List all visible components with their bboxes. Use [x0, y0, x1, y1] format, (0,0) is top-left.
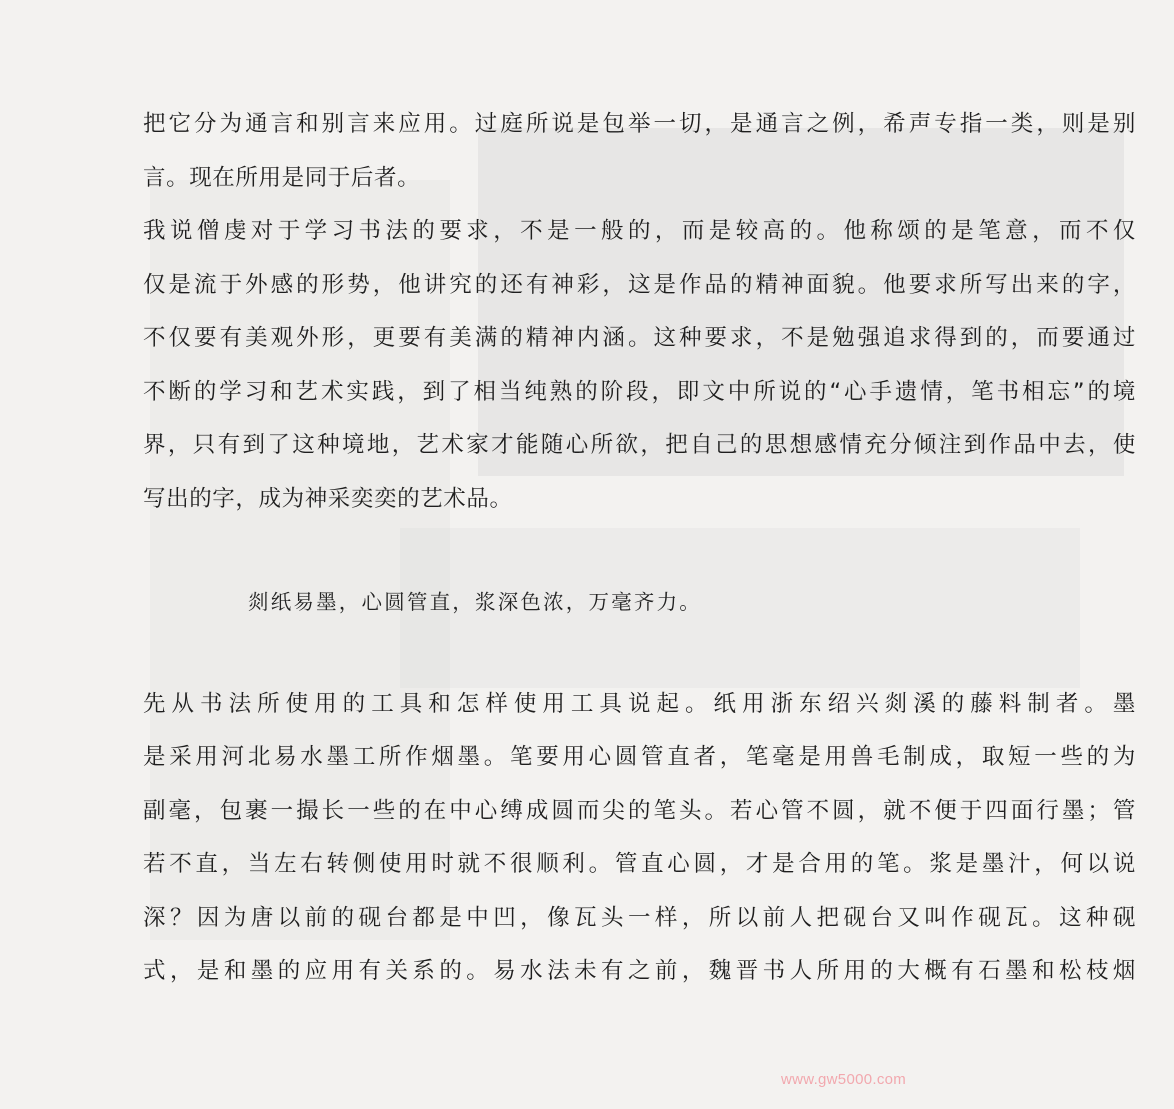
text-line: 若不直，当左右转侧使用时就不很顺利。管直心圆，才是合用的笔。浆是墨汁，何以说 [143, 851, 1136, 877]
text-line: 言。现在所用是同于后者。 [143, 165, 421, 191]
text-line: 界，只有到了这种境地，艺术家才能随心所欲，把自己的思想感情充分倾注到作品中去，使 [143, 432, 1136, 458]
text-line: 副毫，包裹一撮长一些的在中心缚成圆而尖的笔头。若心管不圆，就不便于四面行墨；管 [143, 798, 1136, 824]
text-line: 把它分为通言和别言来应用。过庭所说是包举一切，是通言之例，希声专指一类，则是别 [143, 111, 1136, 137]
text-line: 写出的字，成为神采奕奕的艺术品。 [143, 486, 513, 512]
text-line: 不仅要有美观外形，更要有美满的精神内涵。这种要求，不是勉强追求得到的，而要通过 [143, 325, 1136, 351]
text-line: 是采用河北易水墨工所作烟墨。笔要用心圆管直者，笔毫是用兽毛制成，取短一些的为 [143, 744, 1136, 770]
text-line: 深？因为唐以前的砚台都是中凹，像瓦头一样，所以前人把砚台又叫作砚瓦。这种砚 [143, 905, 1136, 931]
text-line: 式，是和墨的应用有关系的。易水法未有之前，魏晋书人所用的大概有石墨和松枝烟 [143, 958, 1136, 984]
text-line: 先从书法所使用的工具和怎样使用工具说起。纸用浙东绍兴剡溪的藤料制者。墨 [143, 691, 1136, 717]
text-line: 不断的学习和艺术实践，到了相当纯熟的阶段，即文中所说的“心手遗情，笔书相忘”的境 [143, 379, 1136, 405]
text-line: 仅是流于外感的形势，他讲究的还有神彩，这是作品的精神面貌。他要求所写出来的字， [143, 272, 1136, 298]
quoted-passage: 剡纸易墨，心圆管直，浆深色浓，万毫齐力。 [248, 590, 702, 614]
watermark-url: www.gw5000.com [781, 1071, 907, 1088]
text-line: 我说僧虔对于学习书法的要求，不是一般的，而是较高的。他称颂的是笔意，而不仅 [143, 218, 1136, 244]
